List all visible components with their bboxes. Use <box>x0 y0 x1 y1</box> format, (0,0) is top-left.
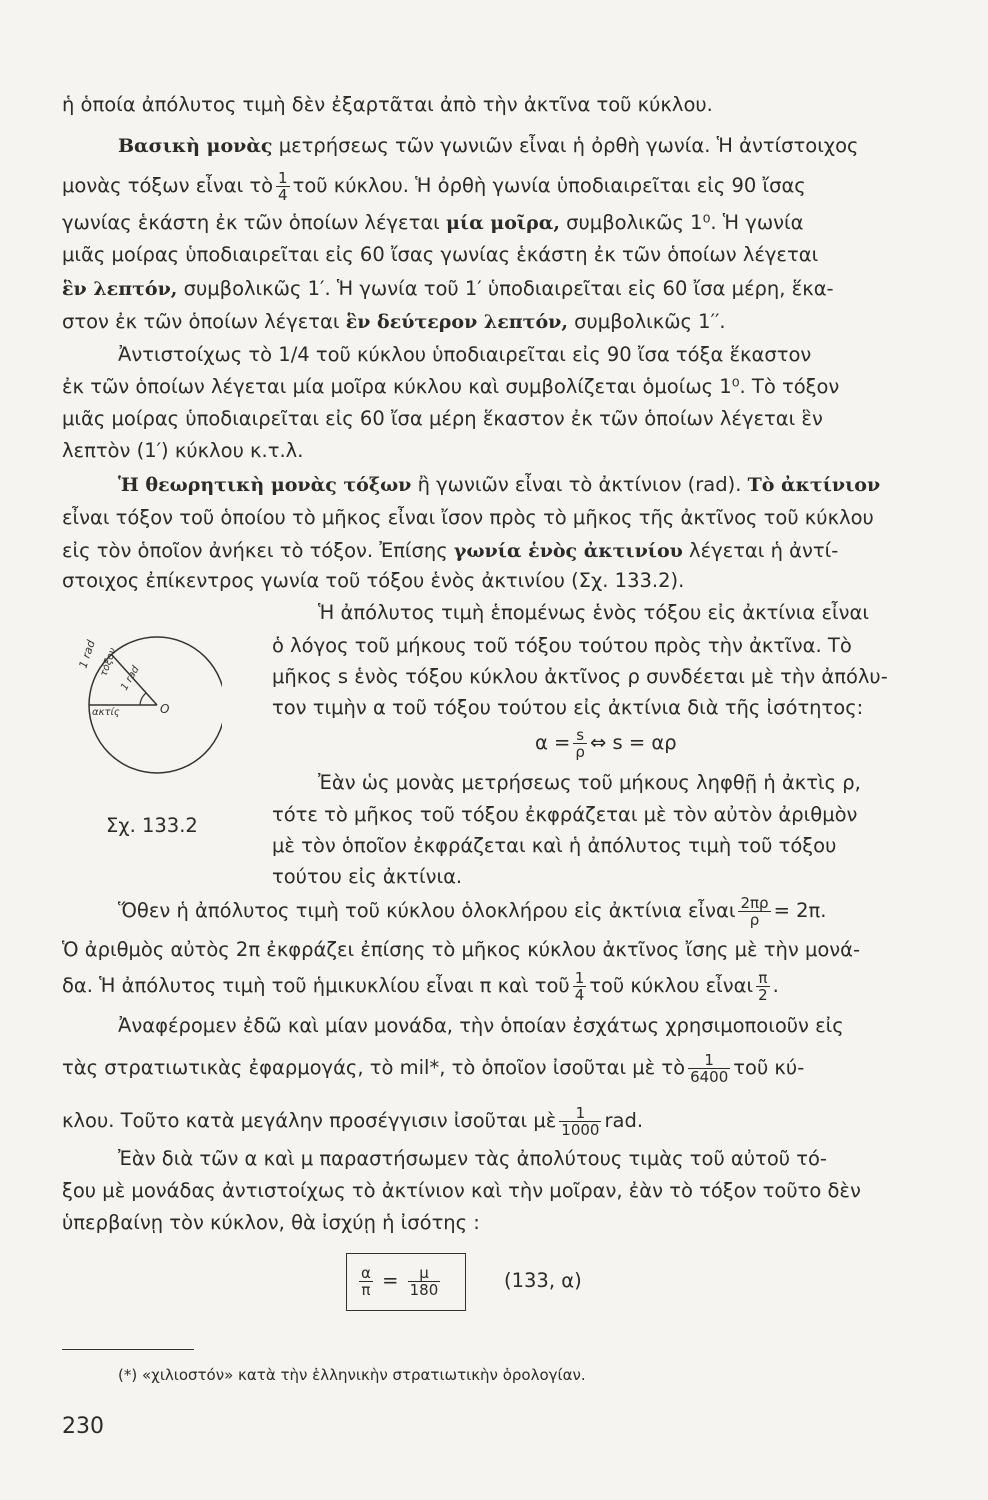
text-line: τον τιμὴν α τοῦ τόξου τούτου εἰς ἀκτίνια διὰ τῆς ἰσότητος: <box>272 696 864 719</box>
text-line: Ἡ θεωρητικὴ μονὰς τόξων ἢ γωνιῶν εἶναι τὸ ἀκτίνιον (rad). Τὸ ἀκτίνιον <box>118 473 881 496</box>
svg-text:1 rad: 1 rad <box>76 638 98 670</box>
footnote-rule <box>62 1349 194 1350</box>
bold-term: ἓν λεπτόν, <box>62 278 178 300</box>
text-line: ἡ ὁποία ἀπόλυτος τιμὴ δὲν ἐξαρτᾶται ἀπὸ τὴν ἀκτῖνα τοῦ κύκλου. <box>62 93 713 116</box>
bold-term: μία μοῖρα, <box>445 212 560 234</box>
svg-text:ακτίς: ακτίς <box>92 707 120 718</box>
text-line: ὑπερβαίνῃ τὸν κύκλον, θὰ ἰσχύῃ ἡ ἰσότης : <box>62 1211 480 1234</box>
text-line: Ὁ ἀριθμὸς αὐτὸς 2π ἐκφράζει ἐπίσης τὸ μῆκος κύκλου ἀκτῖνος ἴσης μὲ τὴν μονά- <box>62 938 861 961</box>
text-line: ἓν λεπτόν, συμβολικῶς 1′. Ἡ γωνία τοῦ 1′ ὑποδιαιρεῖται εἰς 60 ἴσα μέρη, ἕκα- <box>62 277 834 300</box>
text-line: γωνίας ἑκάστη ἐκ τῶν ὁποίων λέγεται μία μοῖρα, συμβολικῶς 1⁰. Ἡ γωνία <box>62 211 804 234</box>
circle-diagram <box>72 625 222 775</box>
text-line: μιᾶς μοίρας ὑποδιαιρεῖται εἰς 60 ἴσα μέρη ἕκαστον ἐκ τῶν ὁποίων λέγεται ἓν <box>62 407 823 430</box>
ratio-formula: $\frac{\alpha}{\pi}$ = $\frac{\mu}{180}$ <box>361 1264 439 1299</box>
text-line: μονὰς τόξων εἶναι τὸ $\frac{1}{4}$ τοῦ κύκλου. Ἡ ὀρθὴ γωνία ὑποδιαιρεῖται εἰς 90 ἴσας <box>62 169 806 204</box>
page-number: 230 <box>62 1414 104 1439</box>
footnote: (*) «χιλιοστόν» κατὰ τὴν ἑλληνικὴν στρατιωτικὴν ὁρολογίαν. <box>118 1366 586 1384</box>
text-line: Ἀναφέρομεν ἐδῶ καὶ μίαν μονάδα, τὴν ὁποίαν ἐσχάτως χρησιμοποιοῦν εἰς <box>118 1014 844 1037</box>
text-line: Ἐὰν ὡς μονὰς μετρήσεως τοῦ μήκους ληφθῇ ἡ ἀκτὶς ρ, <box>318 771 861 794</box>
text-line: μὲ τὸν ὁποῖον ἐκφράζεται καὶ ἡ ἀπόλυτος τιμὴ τοῦ τόξου <box>272 834 837 857</box>
text-line: εἰς τὸν ὁποῖον ἀνήκει τὸ τόξον. Ἐπίσης γωνία ἑνὸς ἀκτινίου λέγεται ἡ ἀντί- <box>62 539 839 562</box>
bold-term: Βασικὴ μονὰς <box>118 135 273 157</box>
bold-term: ἓν δεύτερον λεπτόν, <box>345 311 568 333</box>
text-line: κλου. Τοῦτο κατὰ μεγάλην προσέγγισιν ἰσοῦται μὲ $\frac{1}{1000}$ rad. <box>62 1104 644 1139</box>
arc-equation: α = $\frac{s}{\rho}$ ⇔ s = αρ <box>535 726 677 761</box>
svg-text:τόξον: τόξον <box>98 646 119 679</box>
svg-text:O: O <box>160 702 170 716</box>
text-line: τὰς στρατιωτικὰς ἐφαρμογάς, τὸ mil*, τὸ ὁποῖον ἰσοῦται μὲ τὸ $\frac{1}{6400}$ τοῦ κύ- <box>62 1051 805 1086</box>
text-line: τούτου εἰς ἀκτίνια. <box>272 865 463 888</box>
fraction: $\frac{1}{4}$ <box>278 169 288 204</box>
text-line: δα. Ἡ ἀπόλυτος τιμὴ τοῦ ἡμικυκλίου εἶναι π καὶ τοῦ $\frac{1}{4}$ τοῦ κύκλου εἶναι $\frac{\pi}{2}$ . <box>62 969 779 1004</box>
figure-caption: Σχ. 133.2 <box>106 814 198 837</box>
text-line: ὁ λόγος τοῦ μήκους τοῦ τόξου τούτου πρὸς τὴν ἀκτῖνα. Τὸ <box>272 634 852 657</box>
text-line: τότε τὸ μῆκος τοῦ τόξου ἐκφράζεται μὲ τὸν αὐτὸν ἀριθμὸν <box>272 803 858 826</box>
text-line: μῆκος s ἑνὸς τόξου κύκλου ἀκτῖνος ρ συνδέεται μὲ τὴν ἀπόλυ- <box>272 665 888 688</box>
text-line: Ὅθεν ἡ ἀπόλυτος τιμὴ τοῦ κύκλου ὁλοκλήρου εἰς ἀκτίνια εἶναι $\frac{2\pi\rho}{\rho}$ = 2π. <box>118 894 827 929</box>
bold-term: Τὸ ἀκτίνιον <box>747 474 881 496</box>
text-line: λεπτὸν (1′) κύκλου κ.τ.λ. <box>62 439 304 462</box>
formula-label: (133, α) <box>504 1269 582 1292</box>
svg-text:1 rad: 1 rad <box>119 664 142 693</box>
text-line: στοιχος ἐπίκεντρος γωνία τοῦ τόξου ἑνὸς ἀκτινίου (Σχ. 133.2). <box>62 569 685 592</box>
text-line: ἐκ τῶν ὁποίων λέγεται μία μοῖρα κύκλου καὶ συμβολίζεται ὁμοίως 1⁰. Τὸ τόξον <box>62 375 840 398</box>
text-line: εἶναι τόξον τοῦ ὁποίου τὸ μῆκος εἶναι ἴσον πρὸς τὸ μῆκος τῆς ἀκτῖνος τοῦ κύκλου <box>62 506 874 529</box>
text-line: Ἐὰν διὰ τῶν α καὶ μ παραστήσωμεν τὰς ἀπολύτους τιμὰς τοῦ αὐτοῦ τό- <box>118 1147 827 1170</box>
bold-term: γωνία ἑνὸς ἀκτινίου <box>453 540 683 562</box>
text-line: Βασικὴ μονὰς μετρήσεως τῶν γωνιῶν εἶναι ἡ ὀρθὴ γωνία. Ἡ ἀντίστοιχος <box>118 134 859 157</box>
text-line: ξου μὲ μονάδας ἀντιστοίχως τὸ ἀκτίνιον καὶ τὴν μοῖραν, ἐὰν τὸ τόξον τοῦτο δὲν <box>62 1179 861 1202</box>
text-line: Ἡ ἀπόλυτος τιμὴ ἑπομένως ἑνὸς τόξου εἰς ἀκτίνια εἶναι <box>318 601 869 624</box>
text-line: Ἀντιστοίχως τὸ 1/4 τοῦ κύκλου ὑποδιαιρεῖται εἰς 90 ἴσα τόξα ἕκαστον <box>118 343 812 366</box>
text-line: μιᾶς μοίρας ὑποδιαιρεῖται εἰς 60 ἴσας γωνίας ἑκάστη ἐκ τῶν ὁποίων λέγεται <box>62 243 819 266</box>
bold-term: Ἡ θεωρητικὴ μονὰς τόξων <box>118 474 412 496</box>
text-line: στον ἐκ τῶν ὁποίων λέγεται ἓν δεύτερον λεπτόν, συμβολικῶς 1′′. <box>62 310 726 333</box>
